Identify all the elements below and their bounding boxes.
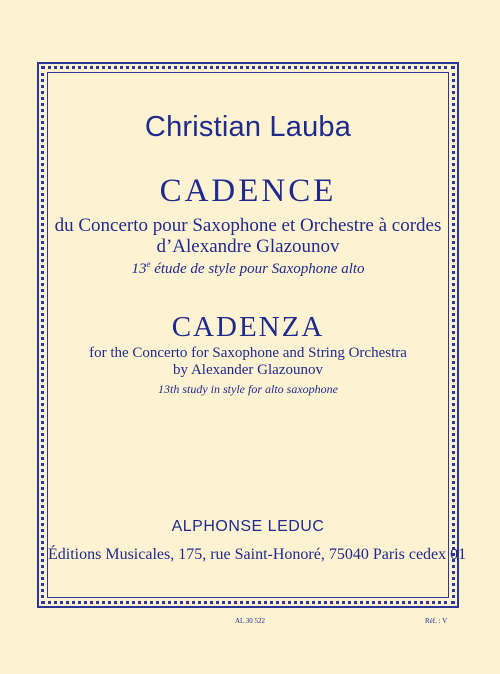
title-english: CADENZA [171, 311, 325, 343]
subtitle-french-line2: d’Alexandre Glazounov [156, 236, 340, 257]
subtitle-english-line1: for the Concerto for Saxophone and String Orchestra [89, 345, 407, 361]
study-description-english: 13th study in style for alto saxophone [158, 382, 338, 396]
catalog-number: AL 30 522 [234, 617, 266, 625]
publisher-name: ALPHONSE LEDUC [171, 518, 325, 535]
composer-name: Christian Lauba [144, 111, 352, 143]
cover-content [48, 73, 467, 597]
study-text-french: étude de style pour Saxophone alto [150, 261, 365, 277]
subtitle-english-line2: by Alexander Glazounov [173, 362, 323, 378]
subtitle-french-line1: du Concerto pour Saxophone et Orchestre à cordes [54, 215, 442, 236]
study-number-french: 13 [131, 261, 147, 277]
publisher-address: Éditions Musicales, 175, rue Saint-Honoré, 75040 Paris cedex 01 [48, 546, 467, 563]
title-french: CADENCE [159, 173, 337, 209]
reference-code: Réf. : V [425, 617, 448, 625]
study-superscript-french: e [146, 259, 151, 269]
study-description-french [48, 261, 448, 278]
